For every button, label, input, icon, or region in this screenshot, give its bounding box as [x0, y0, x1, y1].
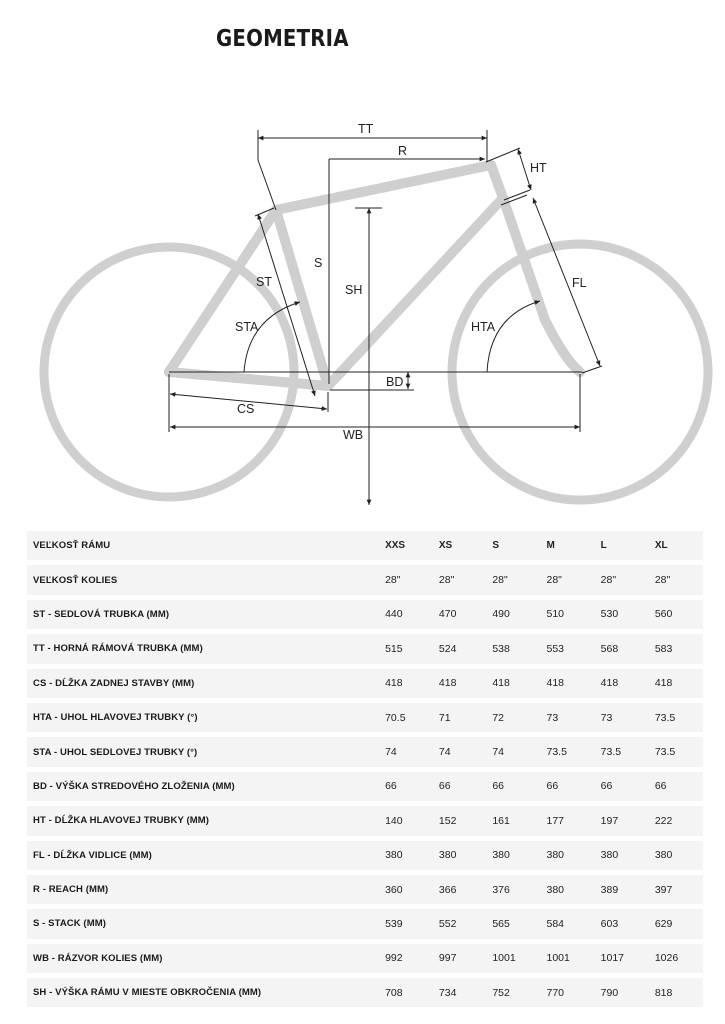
table-row: [27, 875, 703, 904]
table-row: [27, 565, 703, 594]
label-sh: SH: [345, 283, 363, 297]
label-r: R: [398, 144, 408, 158]
cell-value: 66: [379, 772, 433, 801]
cell-value: 708: [379, 978, 433, 1007]
cell-value: 997: [433, 944, 486, 973]
cell-value: 380: [541, 841, 595, 870]
cell-value: 1017: [595, 944, 649, 973]
cell-value: 752: [486, 978, 540, 1007]
cell-value: 380: [433, 841, 486, 870]
cell-value: 380: [649, 841, 703, 870]
label-sta: STA: [235, 320, 259, 334]
hta-angle-arc: [487, 301, 540, 372]
cell-value: 818: [649, 978, 703, 1007]
cell-value: 72: [486, 703, 540, 732]
table-row: [27, 669, 703, 698]
label-fl: FL: [572, 276, 587, 290]
cell-value: 197: [595, 806, 649, 835]
cell-value: 389: [595, 875, 649, 904]
cell-value: 70.5: [379, 703, 433, 732]
label-tt: TT: [358, 122, 374, 136]
table-row: [27, 841, 703, 870]
row-label: S - STACK (MM): [27, 909, 379, 938]
cell-value: 530: [595, 600, 649, 629]
cell-value: 440: [379, 600, 433, 629]
table-row: [27, 634, 703, 663]
geometry-table: [27, 526, 703, 1012]
row-label: SH - VÝŠKA RÁMU V MIESTE OBKROČENIA (MM): [27, 978, 379, 1007]
table-row: [27, 737, 703, 766]
cell-value: 1026: [649, 944, 703, 973]
cell-value: 1001: [486, 944, 540, 973]
table-row: [27, 909, 703, 938]
cell-value: 28": [541, 565, 595, 594]
label-bd: BD: [386, 375, 404, 389]
cell-value: 360: [379, 875, 433, 904]
cell-value: 140: [379, 806, 433, 835]
cell-value: 73.5: [649, 703, 703, 732]
cell-value: 560: [649, 600, 703, 629]
size-header-xxs: XXS: [379, 531, 433, 560]
cell-value: 161: [486, 806, 540, 835]
cell-value: 380: [379, 841, 433, 870]
cell-value: 66: [595, 772, 649, 801]
label-st: ST: [256, 275, 272, 289]
row-label: VEĽKOSŤ KOLIES: [27, 565, 379, 594]
cell-value: 538: [486, 634, 540, 663]
cell-value: 28": [486, 565, 540, 594]
table-row: [27, 806, 703, 835]
row-label: TT - HORNÁ RÁMOVÁ TRUBKA (MM): [27, 634, 379, 663]
cell-value: 470: [433, 600, 486, 629]
label-cs: CS: [237, 402, 255, 416]
cell-value: 418: [649, 669, 703, 698]
cell-value: 552: [433, 909, 486, 938]
cell-value: 770: [541, 978, 595, 1007]
size-header-xs: XS: [433, 531, 486, 560]
row-label: VEĽKOSŤ RÁMU: [27, 531, 379, 560]
cell-value: 992: [379, 944, 433, 973]
cell-value: 510: [541, 600, 595, 629]
cell-value: 734: [433, 978, 486, 1007]
cell-value: 73.5: [541, 737, 595, 766]
ht-dimension-line: [486, 148, 520, 162]
cell-value: 629: [649, 909, 703, 938]
cell-value: 74: [379, 737, 433, 766]
cell-value: 790: [595, 978, 649, 1007]
cell-value: 418: [433, 669, 486, 698]
cell-value: 376: [486, 875, 540, 904]
cell-value: 553: [541, 634, 595, 663]
cell-value: 74: [433, 737, 486, 766]
cell-value: 418: [595, 669, 649, 698]
cell-value: 397: [649, 875, 703, 904]
cell-value: 603: [595, 909, 649, 938]
geometry-table-body: [27, 531, 703, 1007]
cell-value: 28": [433, 565, 486, 594]
row-label: HT - DĹŽKA HLAVOVEJ TRUBKY (MM): [27, 806, 379, 835]
table-row: [27, 978, 703, 1007]
cell-value: 71: [433, 703, 486, 732]
cell-value: 380: [595, 841, 649, 870]
cell-value: 177: [541, 806, 595, 835]
label-hta: HTA: [471, 320, 496, 334]
size-header-l: L: [595, 531, 649, 560]
cell-value: 73.5: [649, 737, 703, 766]
cell-value: 28": [379, 565, 433, 594]
cell-value: 366: [433, 875, 486, 904]
cell-value: 418: [379, 669, 433, 698]
cell-value: 28": [595, 565, 649, 594]
cell-value: 539: [379, 909, 433, 938]
cell-value: 490: [486, 600, 540, 629]
row-label: R - REACH (MM): [27, 875, 379, 904]
row-label: STA - UHOL SEDLOVEJ TRUBKY (°): [27, 737, 379, 766]
cell-value: 524: [433, 634, 486, 663]
cell-value: 584: [541, 909, 595, 938]
page-title: GEOMETRIA: [216, 26, 349, 52]
cell-value: 418: [486, 669, 540, 698]
cell-value: 66: [649, 772, 703, 801]
size-header-xl: XL: [649, 531, 703, 560]
label-ht: HT: [530, 161, 547, 175]
cell-value: 418: [541, 669, 595, 698]
table-row: [27, 944, 703, 973]
cell-value: 380: [541, 875, 595, 904]
cell-value: 380: [486, 841, 540, 870]
row-label: HTA - UHOL HLAVOVEJ TRUBKY (°): [27, 703, 379, 732]
label-wb: WB: [343, 428, 364, 442]
cell-value: 565: [486, 909, 540, 938]
table-row: [27, 600, 703, 629]
cell-value: 66: [433, 772, 486, 801]
cell-value: 583: [649, 634, 703, 663]
row-label: FL - DĹŽKA VIDLICE (MM): [27, 841, 379, 870]
table-row: [27, 772, 703, 801]
fl-dimension-line: [533, 198, 600, 366]
row-label: ST - SEDLOVÁ TRUBKA (MM): [27, 600, 379, 629]
cell-value: 1001: [541, 944, 595, 973]
cell-value: 66: [486, 772, 540, 801]
cell-value: 74: [486, 737, 540, 766]
cell-value: 222: [649, 806, 703, 835]
label-s: S: [314, 256, 323, 270]
row-label: BD - VÝŠKA STREDOVÉHO ZLOŽENIA (MM): [27, 772, 379, 801]
table-header-row: [27, 531, 703, 560]
cell-value: 568: [595, 634, 649, 663]
table-row: [27, 703, 703, 732]
cell-value: 152: [433, 806, 486, 835]
cell-value: 73: [541, 703, 595, 732]
size-header-m: M: [541, 531, 595, 560]
cell-value: 73: [595, 703, 649, 732]
cell-value: 28": [649, 565, 703, 594]
row-label: CS - DĹŽKA ZADNEJ STAVBY (MM): [27, 669, 379, 698]
row-label: WB - RÁZVOR KOLIES (MM): [27, 944, 379, 973]
cell-value: 515: [379, 634, 433, 663]
size-header-s: S: [486, 531, 540, 560]
cell-value: 66: [541, 772, 595, 801]
cell-value: 73.5: [595, 737, 649, 766]
